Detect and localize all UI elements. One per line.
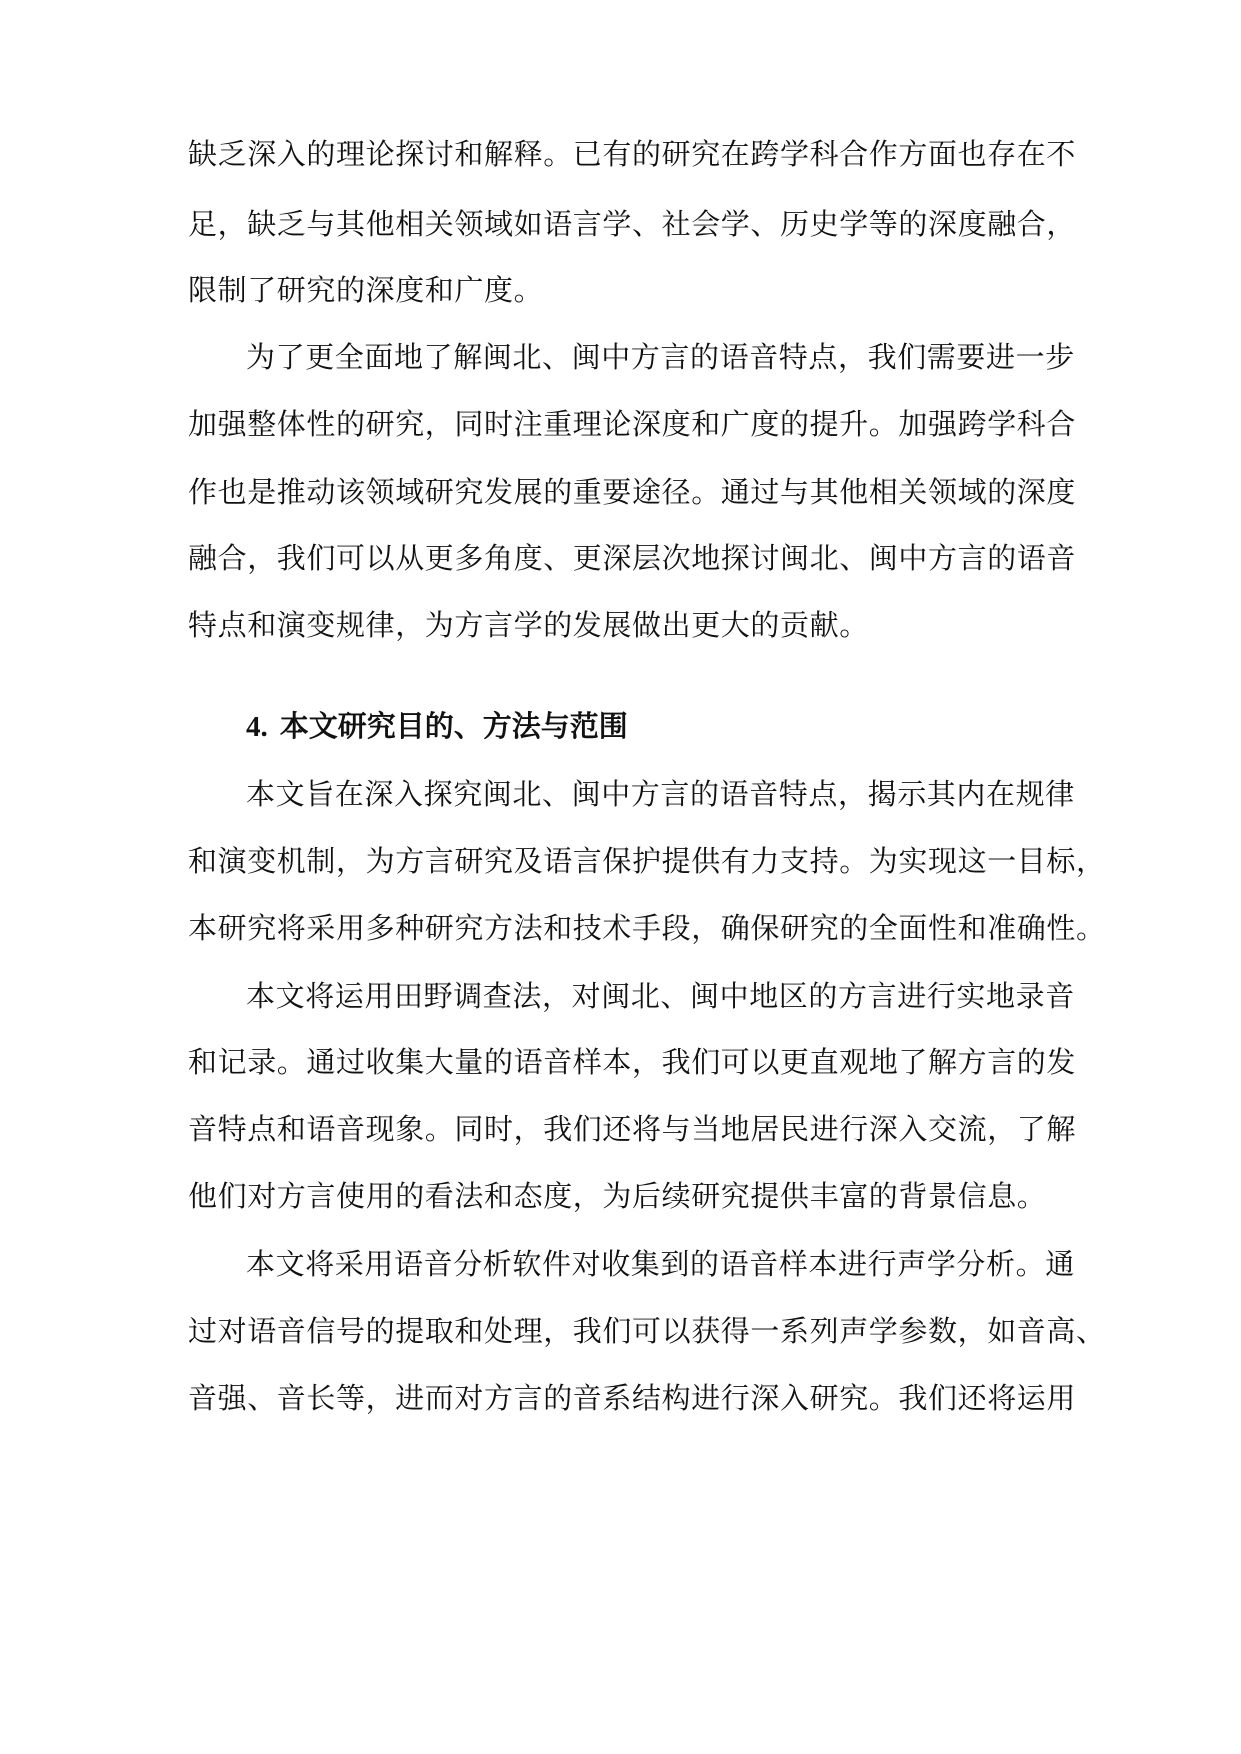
paragraph-line: 加强整体性的研究，同时注重理论深度和广度的提升。加强跨学科合 — [188, 407, 1077, 441]
paragraph-line: 音特点和语音现象。同时，我们还将与当地居民进行深入交流，了解 — [188, 1112, 1077, 1146]
paragraph-line: 本文将采用语音分析软件对收集到的语音样本进行声学分析。通 — [246, 1247, 1075, 1281]
paragraph-line: 缺乏深入的理论探讨和解释。已有的研究在跨学科合作方面也存在不 — [188, 137, 1077, 171]
paragraph-line: 足，缺乏与其他相关领域如语言学、社会学、历史学等的深度融合， — [188, 207, 1077, 241]
paragraph-line: 和演变机制，为方言研究及语言保护提供有力支持。为实现这一目标， — [188, 844, 1106, 878]
paragraph-line: 本研究将采用多种研究方法和技术手段，确保研究的全面性和准确性。 — [188, 911, 1106, 945]
paragraph-line: 过对语音信号的提取和处理，我们可以获得一系列声学参数，如音高、 — [188, 1314, 1106, 1348]
paragraph-line: 本文将运用田野调查法，对闽北、闽中地区的方言进行实地录音 — [246, 979, 1075, 1013]
paragraph-line: 本文旨在深入探究闽北、闽中方言的语音特点，揭示其内在规律 — [246, 777, 1075, 811]
section-number: 4. — [246, 711, 268, 743]
section-title: 本文研究目的、方法与范围 — [279, 709, 628, 743]
paragraph-line: 融合，我们可以从更多角度、更深层次地探讨闽北、闽中方言的语音 — [188, 541, 1077, 575]
paragraph-line: 为了更全面地了解闽北、闽中方言的语音特点，我们需要进一步 — [246, 340, 1075, 374]
paragraph-line: 特点和演变规律，为方言学的发展做出更大的贡献。 — [188, 608, 869, 642]
paragraph-line: 和记录。通过收集大量的语音样本，我们可以更直观地了解方言的发 — [188, 1045, 1077, 1079]
paragraph-line: 音强、音长等，进而对方言的音系结构进行深入研究。我们还将运用 — [188, 1381, 1077, 1415]
section-heading — [246, 706, 628, 747]
paragraph-line: 作也是推动该领域研究发展的重要途径。通过与其他相关领域的深度 — [188, 475, 1077, 509]
paragraph-line: 限制了研究的深度和广度。 — [188, 273, 544, 307]
paragraph-line: 他们对方言使用的看法和态度，为后续研究提供丰富的背景信息。 — [188, 1179, 1047, 1213]
